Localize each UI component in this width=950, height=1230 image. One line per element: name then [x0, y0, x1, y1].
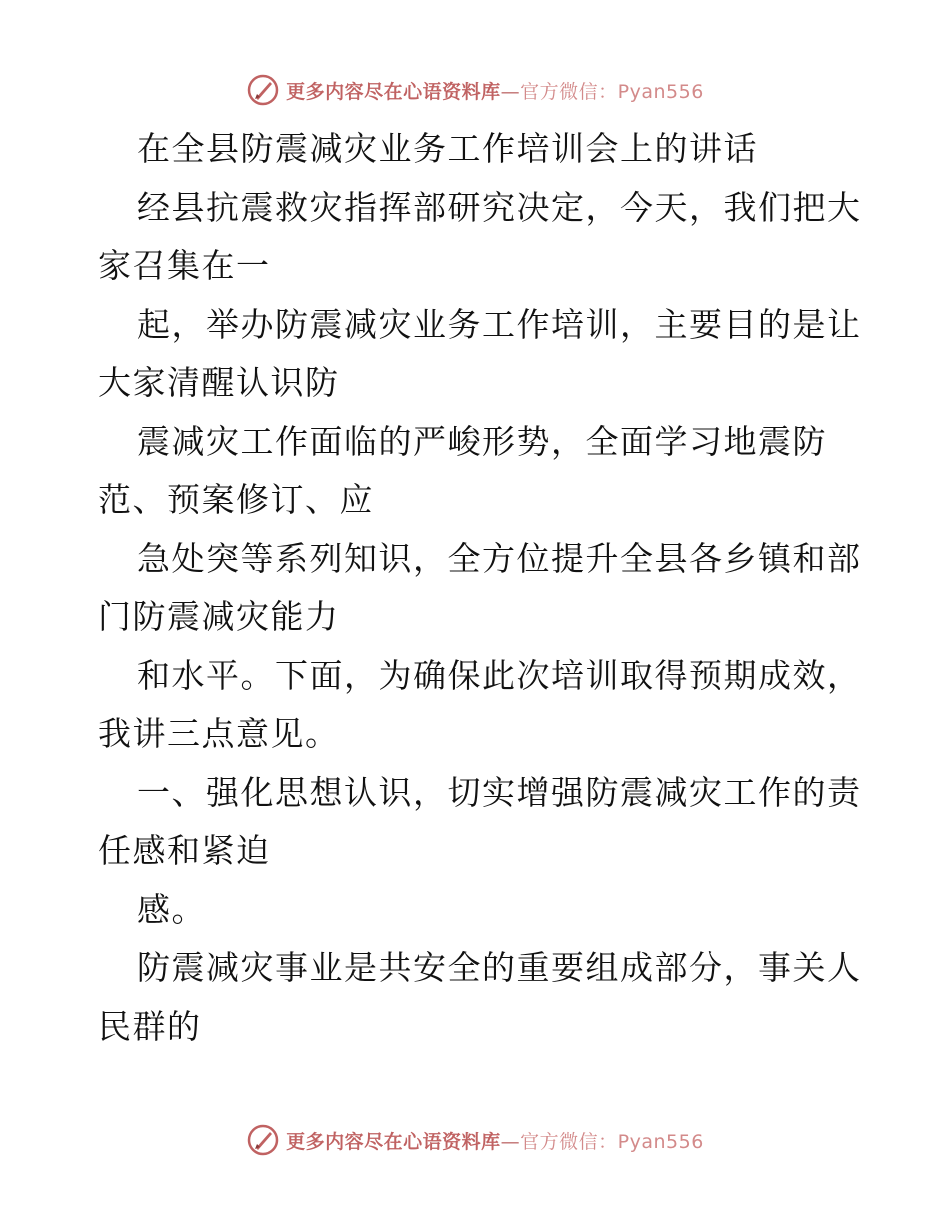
- watermark-text: 更多内容尽在心语资料库—官方微信：Pyan556: [286, 80, 704, 103]
- text-line: 范、预案修订、应: [98, 480, 374, 519]
- section-heading-cont: 感。: [137, 889, 206, 929]
- text-line: 和水平。下面，为确保此次培训取得预期成效，: [137, 655, 862, 695]
- quill-pen-logo-icon: [246, 73, 280, 107]
- text-line: 家召集在一: [98, 246, 271, 285]
- header-watermark-banner: [0, 72, 950, 108]
- text-line: 大家清醒认识防: [98, 363, 340, 402]
- text-line: 经县抗震救灾指挥部研究决定，今天，我们把大: [137, 187, 862, 227]
- document-title: 在全县防震减灾业务工作培训会上的讲话: [137, 129, 758, 168]
- watermark-text: 更多内容尽在心语资料库—官方微信：Pyan556: [286, 1130, 704, 1153]
- text-line: 民群的: [98, 1006, 202, 1046]
- text-line: 起，举办防震减灾业务工作培训，主要目的是让: [137, 304, 862, 344]
- text-line: 防震减灾事业是共安全的重要组成部分，事关人: [137, 948, 862, 987]
- text-line: 我讲三点意见。: [98, 714, 340, 753]
- text-line: 震减灾工作面临的严峻形势，全面学习地震防: [137, 421, 827, 461]
- section-heading-cont: 任感和紧迫: [98, 831, 271, 870]
- footer-watermark-banner: [0, 1122, 950, 1158]
- section-heading: 一、强化思想认识，切实增强防震减灾工作的责: [137, 772, 862, 812]
- document-body: [98, 120, 862, 1056]
- quill-pen-logo-icon: [246, 1123, 280, 1157]
- text-line: 急处突等系列知识，全方位提升全县各乡镇和部: [137, 538, 862, 578]
- text-line: 门防震减灾能力: [98, 597, 340, 636]
